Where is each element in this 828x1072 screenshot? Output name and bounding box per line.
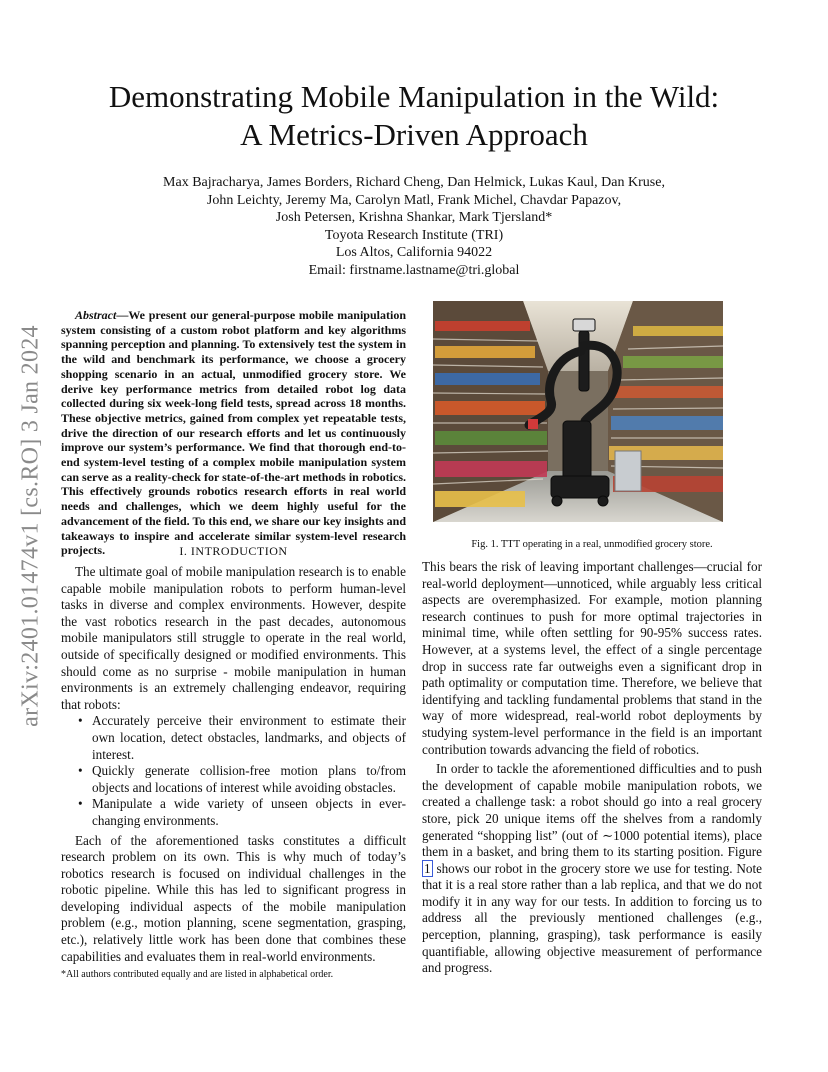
- requirements-list: [61, 713, 406, 829]
- affiliation: Toyota Research Institute (TRI): [324, 227, 504, 243]
- paper-title: [60, 78, 768, 154]
- list-item: • Quickly generate collision-free motion plans to/from objects and locations of interest while avoiding obstacles.: [61, 763, 406, 796]
- right-paragraph-1: This bears the risk of leaving important challenges—crucial for real-world deployment—unnoticed, while arguably less critical aspects are overemphasized. For example, motion planning research continues to push for more optimal trajectories in minimal time, while often settling for 90-95% success rates. However, at a systems level, the effect of a single percentage drop in success rate far outweighs even a significant drop in path optimality or computation time. Therefore, we believe that identifying and tackling fundamental problems that stand in the way of more widespread, real-world robot deployments by studying system-level performance in the field is an important contribution towards advancing the field of robotics.: [422, 559, 762, 757]
- intro-paragraph-1: The ultimate goal of mobile manipulation research is to enable capable mobile manipulation robots to perform human-level tasks in diverse and complex environments. However, despite the vast robotics research in the past decades, autonomous mobile manipulators still struggle to operate in the real world, outside of specifically designed or modified environments. This should come as no surprise - mobile manipulation in human environments is an extremely challenging endeavor, requiring that robots:: [61, 564, 406, 712]
- list-item: • Manipulate a wide variety of unseen objects in ever-changing environments.: [61, 796, 406, 829]
- introduction-body: [61, 564, 406, 965]
- right-paragraph-2a: In order to tackle the aforementioned difficulties and to push the development of capable mobile manipulation robots, we created a challenge task: a robot should go into a real grocery store, pick 20 unique items off the shelves from a randomly generated “shopping list” (out of ∼1000 potential items), place them in a basket, and bring them to its starting position. Figure: [422, 761, 762, 860]
- arxiv-sidebar: [14, 296, 48, 756]
- location: Los Altos, California 94022: [335, 245, 493, 261]
- figure-robot-grocery-photo: [433, 301, 723, 522]
- right-paragraph-2: [422, 761, 762, 977]
- right-column-body: [422, 559, 762, 977]
- intro-paragraph-2: Each of the aforementioned tasks constitutes a difficult research problem on its own. This is why much of today’s robotics research is focused on individual challenges in the robotic pipeline. While this has led to significant progress in developing individual aspects of the mobile manipulation problem (e.g., motion planning, scene segmentation, grasping, etc.), relatively little work has been done that combines these capabilities and evaluates them in real-world environments.: [61, 832, 406, 964]
- author-block: [80, 174, 748, 280]
- abstract-text: —We present our general-purpose mobile manipulation system consisting of a custom robot platform and key algorithms spanning perception and planning. To extensively test the system in the wild and benchmark its performance, we choose a grocery shopping scenario in an actual, unmodified grocery store. We derive key performance metrics from detailed robot log data collected during six week-long field tests, spread across 18 months. These objective metrics, gained from complex yet repeatable tests, drive the direction of our research efforts and let us continuously improve our system’s performance. We find that thorough end-to-end system-level testing of a complex mobile manipulation system can serve as a reality-check for state-of-the-art methods in robotics. This effectively grounds robotics research efforts in real world needs and challenges, which we deem highly useful for the advancement of the field. To this end, we share our key insights and takeaways to inspire and accelerate similar system-level research projects.: [61, 308, 406, 558]
- authors-line-3: Josh Petersen, Krishna Shankar, Mark Tjersland*: [275, 210, 553, 226]
- section-heading-introduction: I. INTRODUCTION: [179, 544, 288, 558]
- list-item: • Accurately perceive their environment to estimate their own location, detect obstacles, landmarks, and objects of interest.: [61, 713, 406, 763]
- email: Email: firstname.lastname@tri.global: [308, 262, 520, 278]
- authors-line-1: Max Bajracharya, James Borders, Richard Cheng, Dan Helmick, Lukas Kaul, Dan Kruse,: [163, 175, 665, 190]
- figure-caption: Fig. 1. TTT operating in a real, unmodified grocery store.: [471, 539, 713, 550]
- title-line-1: Demonstrating Mobile Manipulation in the Wild:: [108, 79, 720, 114]
- abstract-label: Abstract: [75, 308, 117, 322]
- title-line-2: A Metrics-Driven Approach: [240, 117, 588, 152]
- figure-reference-link[interactable]: 1: [424, 860, 431, 876]
- right-paragraph-2b: shows our robot in the grocery store we use for testing. Note that it is a real store rather than a lab replica, and that we do not modify it in any way for our tests. In addition to forcing us to address all the previously mentioned challenges (e.g., perception, planning, grasping), task performance is easily quantifiable, allowing objective measurement of performance and progress.: [422, 860, 762, 976]
- footnote: *All authors contributed equally and are listed in alphabetical order.: [61, 969, 334, 980]
- arxiv-id: arXiv:2401.01474v1 [cs.RO] 3 Jan 2024: [17, 325, 44, 727]
- abstract: [61, 308, 406, 558]
- authors-line-2: John Leichty, Jeremy Ma, Carolyn Matl, Frank Michel, Chavdar Papazov,: [206, 192, 622, 208]
